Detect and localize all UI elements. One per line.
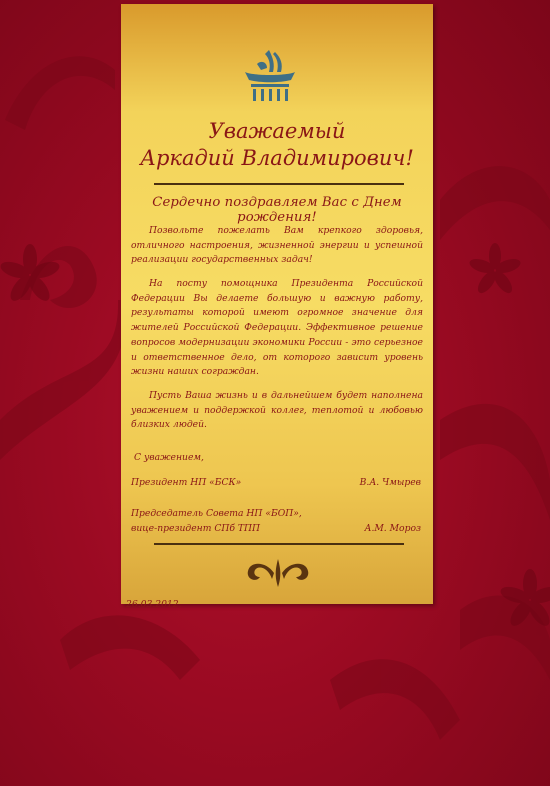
signer1-position: Президент НП «БСК» <box>131 477 242 488</box>
signer2-position-line2: вице-президент СПб ТПП <box>131 523 261 534</box>
divider-top <box>154 183 404 185</box>
letter-date: 26.03.2012. <box>126 599 182 610</box>
paragraph-closing-wish: Пусть Ваша жизнь и в дальнейшем будет наполнена уважением и поддержкой коллег, теплотой и любовью близких людей. <box>131 390 423 431</box>
signer1-name: В.А. Чмырев <box>359 477 421 488</box>
scroll-flourish-icon <box>244 557 312 589</box>
greeting-line: Сердечно поздравляем Вас с Днем рождения! <box>152 195 402 225</box>
signer2-name: А.М. Мороз <box>364 523 421 534</box>
signer2-position-line1: Председатель Совета НП «БОП», <box>131 508 302 519</box>
divider-bottom <box>154 543 404 545</box>
paragraph-wishes: Позвольте пожелать Вам крепкого здоровья, отличного настроения, жизненной энергии и успешной реализации государственных задач! <box>131 225 423 266</box>
ship-column-logo-icon <box>239 42 301 106</box>
title-salutation: Уважаемый <box>208 119 346 143</box>
paragraph-work: На посту помощника Президента Российской Федерации Вы делаете большую и важную работу, результаты которой имеют огромное значение для жителей Российской Федерации. Эффективное решение вопросов модернизации экономики России - это серьезное и ответственное дело, от которого зависит уровень жизни наших сограждан. <box>131 278 423 378</box>
regards-text: С уважением, <box>134 452 204 463</box>
title-recipient-name: Аркадий Владимирович! <box>140 146 414 170</box>
greeting-card <box>121 4 433 610</box>
